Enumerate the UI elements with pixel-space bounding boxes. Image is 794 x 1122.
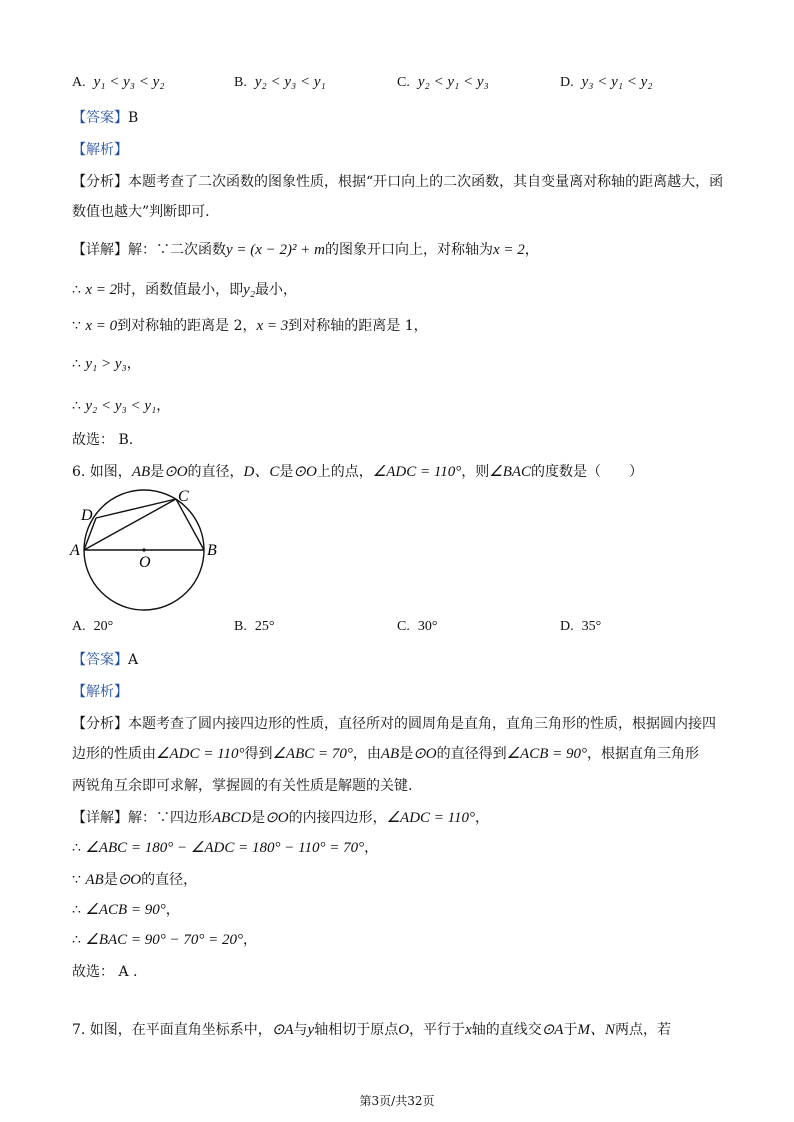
therefore-symbol: ∴ xyxy=(72,356,81,372)
text: 轴的直线交 xyxy=(471,1022,542,1038)
text: 到对称轴的距离是 2， xyxy=(117,318,257,334)
formula: y₁ > y₃ xyxy=(85,356,127,372)
option-text: 20° xyxy=(93,619,114,634)
q5-fenxi-line-2: 数值也越大”判断即可. xyxy=(72,204,210,220)
label-d: D xyxy=(81,507,93,524)
center-dot xyxy=(142,548,145,551)
q5-xiangjie-line-1 xyxy=(72,240,539,260)
formula: x = 0 xyxy=(85,318,118,334)
therefore-symbol: ∴ xyxy=(72,398,81,414)
formula: M、N xyxy=(577,1022,615,1038)
text: ， xyxy=(126,356,141,372)
formula: y₂ < y₃ < y₁ xyxy=(85,398,157,414)
formula: ∠ACB = 90° xyxy=(85,902,166,918)
option-label: B. xyxy=(234,75,247,90)
text: 是 xyxy=(279,464,294,480)
option-label: B. xyxy=(234,619,247,634)
formula: x = 2 xyxy=(493,242,525,258)
segment-ac xyxy=(84,499,176,550)
formula: y₂ xyxy=(243,282,256,298)
q5-xiangjie-line-2 xyxy=(72,280,297,300)
q6-analysis-tag: 【解析】 xyxy=(72,684,128,700)
q6-answer xyxy=(72,650,138,670)
text: 是 xyxy=(251,810,266,826)
option-text: 35° xyxy=(581,619,602,634)
text: ， xyxy=(243,932,258,948)
text: 轴相切于原点 xyxy=(314,1022,399,1038)
segment-cb xyxy=(176,499,204,550)
formula: ∠ADC = 110° xyxy=(372,464,462,480)
fenxi-tag: 【分析】 xyxy=(72,716,128,732)
q5-option-a xyxy=(72,74,165,91)
q6-fenxi-line-1 xyxy=(72,714,716,734)
label-o: O xyxy=(139,554,151,571)
q6-xiangjie-line-2 xyxy=(72,838,378,858)
text: ， xyxy=(364,840,379,856)
text: 的图象开口向上，对称轴为 xyxy=(325,242,494,258)
q5-option-d xyxy=(560,74,653,91)
text: 是 xyxy=(399,746,414,762)
text: 最小， xyxy=(255,282,298,298)
option-label: C. xyxy=(397,619,410,634)
text: ，根据直角三角形 xyxy=(587,746,700,762)
text: 解：∵四边形 xyxy=(128,810,212,826)
q6-xiangjie-line-3 xyxy=(72,870,197,890)
xiangjie-tag: 【详解】 xyxy=(72,242,128,258)
option-text: y₃ < y₁ < y₂ xyxy=(581,74,653,90)
option-label: A. xyxy=(72,75,86,90)
q6-option-b xyxy=(234,618,274,635)
q6-circle-figure xyxy=(66,486,226,612)
q6-option-c xyxy=(397,618,437,635)
text: ， xyxy=(524,242,539,258)
q5-answer xyxy=(72,108,138,128)
text: 是 xyxy=(103,872,118,888)
text: 的内接四边形， xyxy=(288,810,387,826)
q5-analysis-tag: 【解析】 xyxy=(72,142,128,158)
option-text: 30° xyxy=(417,619,438,634)
q6-fenxi-line-3: 两锐角互余即可求解，掌握圆的有关性质是解题的关键. xyxy=(72,778,413,794)
formula: D、C xyxy=(243,464,280,480)
q6-option-a xyxy=(72,618,113,635)
because-symbol: ∵ xyxy=(72,872,81,888)
text: ， xyxy=(156,398,171,414)
q6-fenxi-line-2 xyxy=(72,744,699,764)
text: ，由 xyxy=(352,746,381,762)
q6-xiangjie-line-5 xyxy=(72,930,257,950)
q6-stem xyxy=(72,462,643,482)
therefore-symbol: ∴ xyxy=(72,932,81,948)
answer-value: A xyxy=(128,652,139,668)
label-a: A xyxy=(70,542,80,559)
formula: AB xyxy=(85,872,104,888)
text: 的直径， xyxy=(187,464,244,480)
formula: ∠ABC = 180° − ∠ADC = 180° − 110° = 70° xyxy=(85,840,365,856)
formula: ⊙O xyxy=(413,746,437,762)
text: ，则 xyxy=(461,464,490,480)
text: ， xyxy=(475,810,490,826)
text: 于 xyxy=(563,1022,578,1038)
text: 7. 如图，在平面直角坐标系中， xyxy=(72,1022,272,1038)
formula: ∠ADC = 110° xyxy=(156,746,245,762)
formula: ∠ABC = 70° xyxy=(272,746,353,762)
text: 的度数是（ ） xyxy=(531,464,644,480)
formula: O xyxy=(398,1022,410,1038)
formula: y xyxy=(307,1022,315,1038)
option-text: y₂ < y₃ < y₁ xyxy=(254,74,326,90)
formula: y = (x − 2)² + m xyxy=(226,242,326,258)
label-c: C xyxy=(178,488,189,505)
fenxi-text: 本题考查了圆内接四边形的性质，直径所对的圆周角是直角，直角三角形的性质，根据圆内接四 xyxy=(128,716,716,732)
q7-stem xyxy=(72,1020,671,1040)
formula: ABCD xyxy=(212,810,252,826)
q6-choose: 故选： A . xyxy=(72,964,138,980)
q5-xiangjie-line-4 xyxy=(72,354,141,374)
formula: ∠BAC = 90° − 70° = 20° xyxy=(85,932,244,948)
q5-choose: 故选： B. xyxy=(72,432,134,448)
text: 时，函数值最小，即 xyxy=(117,282,244,298)
formula: x xyxy=(465,1022,472,1038)
q5-xiangjie-line-3 xyxy=(72,316,428,336)
answer-value: B xyxy=(128,110,139,126)
xiangjie-tag: 【详解】 xyxy=(72,810,128,826)
page-footer: 第3页/共32页 xyxy=(359,1094,435,1108)
formula: ⊙A xyxy=(541,1022,564,1038)
text: 得到 xyxy=(244,746,273,762)
text: 的直径， xyxy=(141,872,198,888)
formula: AB xyxy=(380,746,400,762)
option-label: D. xyxy=(560,75,574,90)
text: 解：∵二次函数 xyxy=(128,242,226,258)
q5-xiangjie-line-5 xyxy=(72,396,170,416)
text: 的直径得到 xyxy=(436,746,507,762)
text: 与 xyxy=(293,1022,308,1038)
formula: ⊙O xyxy=(164,464,188,480)
text: 到对称轴的距离是 1， xyxy=(288,318,428,334)
q5-option-b xyxy=(234,74,326,91)
formula: AB xyxy=(131,464,151,480)
fenxi-tag: 【分析】 xyxy=(72,174,128,190)
answer-tag: 【答案】 xyxy=(72,110,128,126)
text: 是 xyxy=(150,464,165,480)
formula: ∠ACB = 90° xyxy=(506,746,588,762)
label-b: B xyxy=(207,542,217,559)
formula: x = 2 xyxy=(85,282,118,298)
text: ，平行于 xyxy=(409,1022,466,1038)
formula: ∠BAC xyxy=(489,464,532,480)
formula: ⊙O xyxy=(293,464,317,480)
formula: ∠ADC = 110° xyxy=(386,810,476,826)
formula: ⊙A xyxy=(271,1022,294,1038)
text: ， xyxy=(165,902,180,918)
option-label: A. xyxy=(72,619,86,634)
option-text: y₂ < y₁ < y₃ xyxy=(417,74,489,90)
answer-tag: 【答案】 xyxy=(72,652,128,668)
formula: ⊙O xyxy=(265,810,289,826)
option-text: y₁ < y₃ < y₂ xyxy=(93,74,165,90)
therefore-symbol: ∴ xyxy=(72,282,81,298)
text: 两点，若 xyxy=(614,1022,671,1038)
q5-option-c xyxy=(397,74,489,91)
option-label: C. xyxy=(397,75,410,90)
q5-fenxi-line-1 xyxy=(72,172,723,192)
formula: x = 3 xyxy=(256,318,289,334)
text: 边形的性质由 xyxy=(72,746,156,762)
q6-xiangjie-line-1 xyxy=(72,808,489,828)
because-symbol: ∵ xyxy=(72,318,81,334)
therefore-symbol: ∴ xyxy=(72,902,81,918)
text: 上的点， xyxy=(316,464,373,480)
q6-xiangjie-line-4 xyxy=(72,900,180,920)
formula: ⊙O xyxy=(117,872,142,888)
therefore-symbol: ∴ xyxy=(72,840,81,856)
option-text: 25° xyxy=(254,619,275,634)
fenxi-text: 本题考查了二次函数的图象性质，根据“开口向上的二次函数，其自变量离对称轴的距离越大，函 xyxy=(128,174,724,190)
option-label: D. xyxy=(560,619,574,634)
text: 6. 如图， xyxy=(72,464,132,480)
q6-option-d xyxy=(560,618,601,635)
